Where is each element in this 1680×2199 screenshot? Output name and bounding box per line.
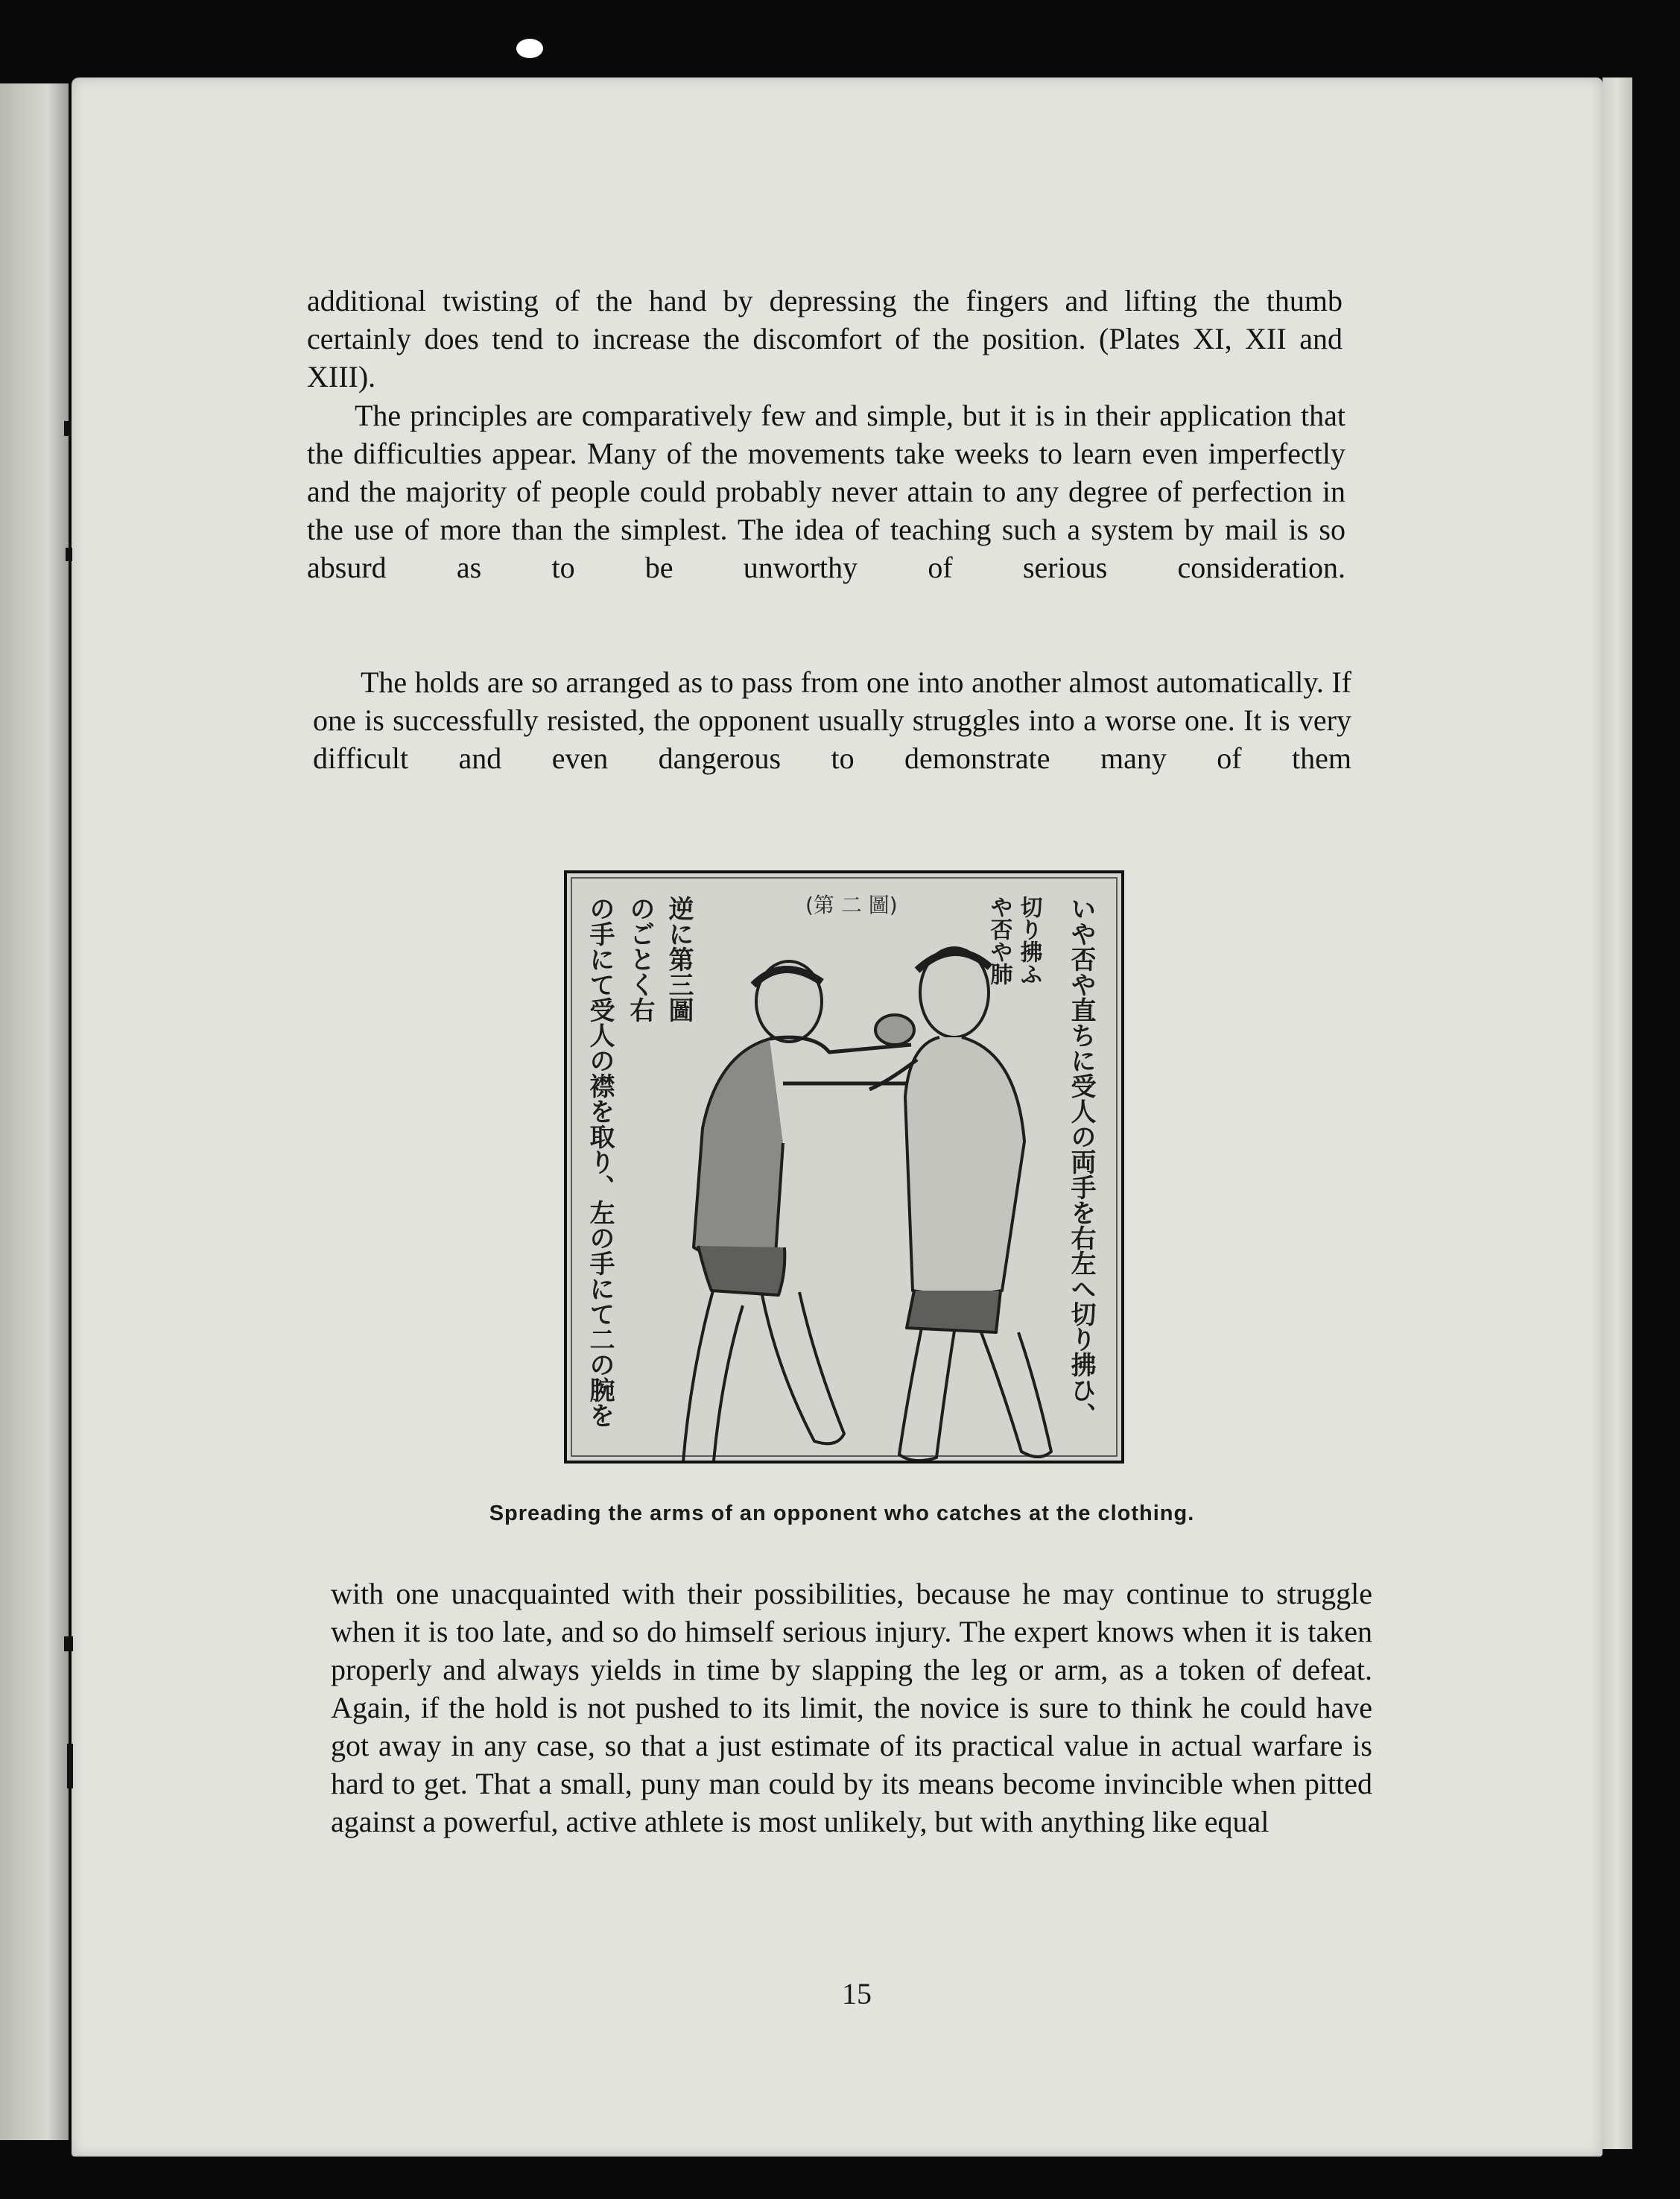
facing-page-edge (0, 83, 69, 2140)
paragraph: The holds are so arranged as to pass from one into another almost automatically. If one is successfully resisted, the opponent usually struggles into a worse one. It is very difficult and even dangerous to demonstrate many of them (313, 665, 1351, 775)
paragraph: additional twisting of the hand by depressing the fingers and lifting the thumb certainly does tend to increase the discomfort of the position. (Plates XI, XII and XIII). (307, 284, 1343, 393)
paragraph: The principles are comparatively few and simple, but it is in their application that the difficulties appear. Many of the movements take weeks to learn even imperfectly and the majority of people could probably never attain to any degree of perfection in the use of more than the simplest. The idea of teaching such a system by mail is so absurd as to be unworthy of serious consideration. (307, 399, 1345, 584)
plate-japanese-text: の手にて受人の襟を取り、左の手にて二の腕を (585, 896, 615, 1428)
binding-mark (66, 548, 72, 561)
binding-mark (64, 421, 72, 436)
plate-caption: Spreading the arms of an opponent who catches at the clothing. (489, 1502, 1195, 1525)
page-edge (1603, 77, 1632, 2149)
paragraph: with one unacquainted with their possibilities, because he may continue to struggle when it is too late, and so do himself serious injury. The expert knows when it is taken properly and always yields in time by slapping the leg or arm, as a token of defeat. Again, if the hold is not pushed to its limit, the novice is sure to think he could have got away in any case, so that a just estimate of its practical value in actual warfare is hard to get. That a small, puny man could by its means become invincible when pitted against a powerful, active athlete is most unlikely, but with anything like equal (331, 1577, 1372, 1838)
plate-japanese-text: のごとく右 (625, 896, 655, 1022)
plate-figure-title: (第 二 圖) (805, 893, 898, 917)
binding-mark (67, 1744, 73, 1788)
illustration-plate (564, 870, 1124, 1464)
page-number: 15 (842, 1977, 872, 2010)
plate-japanese-text: 切り拂ふ (1015, 896, 1042, 985)
plate-japanese-text: いや否や直ちに受人の両手を右左へ切り拂ひ、 (1066, 896, 1096, 1428)
film-speck (516, 39, 543, 58)
plate-japanese-text: や否や肺 (986, 896, 1012, 985)
binding-mark (64, 1636, 73, 1651)
plate-japanese-text: 逆に第三圖 (664, 896, 694, 1022)
